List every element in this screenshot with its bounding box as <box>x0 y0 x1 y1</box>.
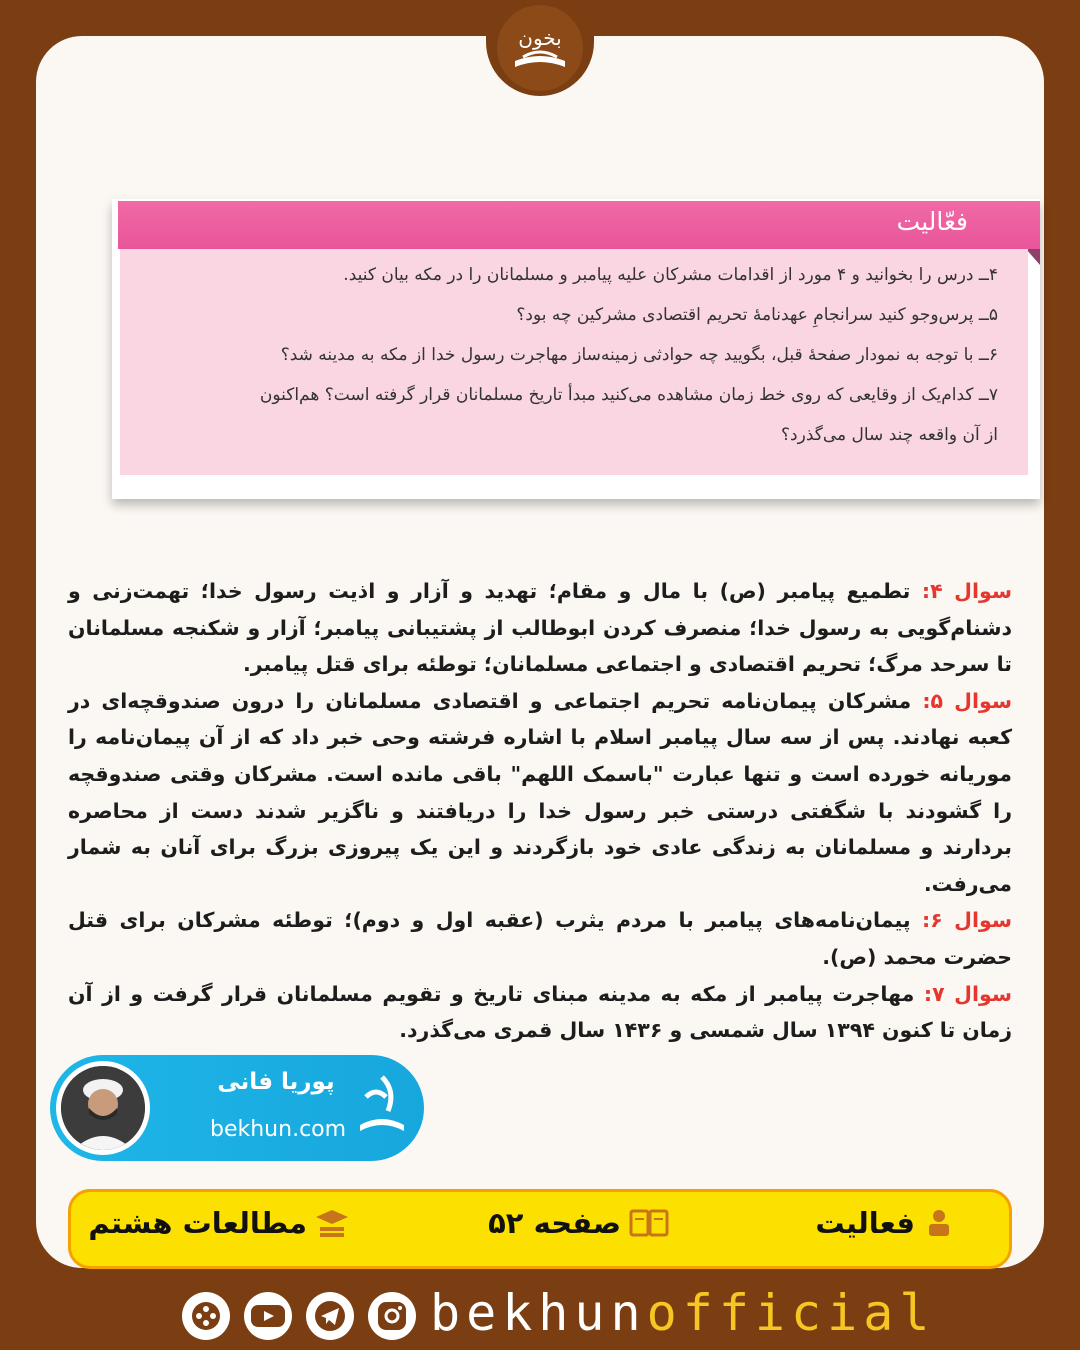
brand-handle-part1: bekhun <box>430 1284 647 1342</box>
brand-mini-logo-icon <box>352 1067 412 1149</box>
activity-tag <box>815 1206 955 1240</box>
open-book-icon <box>629 1207 669 1239</box>
answer-paragraph <box>68 683 1012 903</box>
answer-text: مشرکان پیمان‌نامه تحریم اجتماعی و اقتصادی مسلمانان را درون صندوقچه‌ای در کعبه نهادند. پس از سه سال پیامبر اسلام با اشاره فرشته وحی خبر داد که از آن پیمان‌نامه را موریانه خورده است و تنها عبارت "باسمک اللهم" باقی مانده است. مشرکان وقتی صندوقچه را گشودند با شگفتی درستی خبر رسول خدا را دریافتند و ناگزیر شدند دست از محاصره بردارند و مسلمانان به زندگی عادی خود بازگردند و این یک پیروزی بزرگ برای آنان به شمار می‌رفت. <box>68 688 1012 896</box>
answer-paragraph <box>68 573 1012 683</box>
question-label: سوال ۴: <box>921 579 1012 603</box>
author-name: پوریا فانی <box>217 1069 335 1095</box>
answer-text: پیمان‌نامه‌های پیامبر با مردم یثرب (عقبه اول و دوم)؛ توطئه مشرکان برای قتل حضرت محمد (ص). <box>68 908 1012 969</box>
instagram-icon[interactable] <box>368 1292 416 1340</box>
question-line: ۶ــ با توجه به نمودار صفحهٔ قبل، بگویید چه حوادثی زمینه‌ساز مهاجرت رسول خدا از مکه به مدینه شد؟ <box>280 345 998 365</box>
author-website[interactable]: bekhun.com <box>210 1117 347 1142</box>
textbook-excerpt <box>112 199 1040 499</box>
question-line: ۷ــ کدام‌یک از وقایعی که روی خط زمان مشاهده می‌کنید مبدأ تاریخ مسلمانان قرار گرفته است؟ هم‌اکنون <box>259 385 998 405</box>
youtube-icon[interactable] <box>244 1292 292 1340</box>
film-icon[interactable] <box>182 1292 230 1340</box>
page-tag <box>488 1206 669 1240</box>
ribbon-fold <box>1026 249 1040 265</box>
subject-label: مطالعات هشتم <box>88 1206 307 1240</box>
avatar <box>56 1061 150 1155</box>
question-line: از آن واقعه چند سال می‌گذرد؟ <box>781 425 998 445</box>
answer-paragraph <box>68 976 1012 1049</box>
question-line: ۴ــ درس را بخوانید و ۴ مورد از اقدامات مشرکان علیه پیامبر و مسلمانان را در مکه بیان کنید. <box>343 265 998 285</box>
question-label: سوال ۶: <box>922 908 1012 933</box>
brand-handle[interactable] <box>430 1284 935 1342</box>
page-number: صفحه ۵۲ <box>488 1206 621 1240</box>
question-label: سوال ۷: <box>923 981 1012 1006</box>
answer-text: تطمیع پیامبر (ص) با مال و مقام؛ تهدید و آزار و اذیت رسول خدا؛ تهمت‌زنی و دشنام‌گویی به رسول خدا؛ منصرف کردن ابوطالب از پشتیبانی پیامبر؛ آزار و شکنجه مسلمانان تا سرحد مرگ؛ تحریم اقتصادی و اجتماعی مسلمانان؛ توطئه برای قتل پیامبر. <box>68 579 1012 677</box>
social-links <box>182 1285 416 1347</box>
author-badge[interactable] <box>50 1055 424 1161</box>
book-logo-icon <box>505 13 575 83</box>
brand-handle-part2: official <box>646 1284 936 1342</box>
info-bar <box>68 1189 1012 1269</box>
teacher-icon <box>923 1207 955 1239</box>
answer-paragraph <box>68 902 1012 975</box>
activity-questions-box <box>120 249 1028 475</box>
graduation-cap-icon <box>315 1207 349 1239</box>
answers-section <box>68 573 1012 1049</box>
person-icon <box>61 1066 145 1150</box>
activity-header-bar <box>118 201 1040 249</box>
logo-text: بخون <box>518 26 562 50</box>
answer-text: مهاجرت پیامبر از مکه به مدینه مبنای تاریخ و تقویم مسلمانان قرار گرفت و از آن زمان تا کنون ۱۳۹۴ سال شمسی و ۱۴۳۶ سال قمری می‌گذرد. <box>68 981 1012 1043</box>
question-line: ۵ــ پرس‌وجو کنید سرانجامِ عهدنامهٔ تحریم اقتصادی مشرکین چه بود؟ <box>516 305 998 325</box>
question-label: سوال ۵: <box>922 688 1012 713</box>
telegram-icon[interactable] <box>306 1292 354 1340</box>
subject-tag <box>88 1206 349 1240</box>
activity-title: فعّالیت <box>896 207 968 236</box>
activity-label: فعالیت <box>815 1206 915 1240</box>
